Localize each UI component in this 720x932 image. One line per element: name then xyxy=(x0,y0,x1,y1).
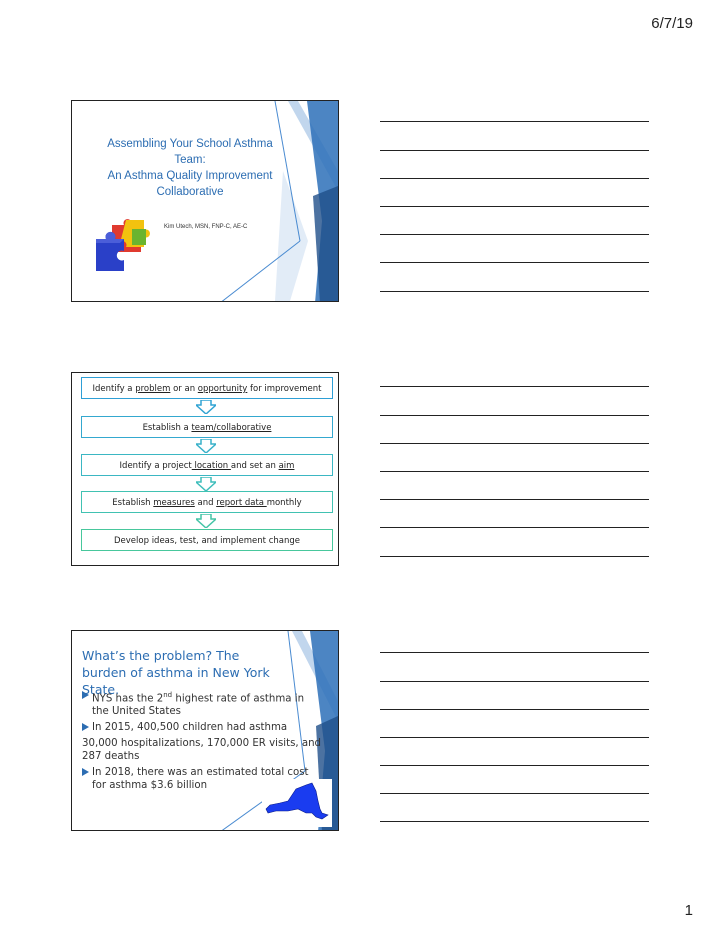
bullet-item: In 2015, 400,500 children had asthma xyxy=(82,721,322,734)
process-step: Establish measures and report data monthly xyxy=(81,491,333,513)
bullet-continuation: 30,000 hospitalizations, 170,000 ER visits, and 287 deaths xyxy=(82,738,322,763)
title-slide xyxy=(71,100,339,302)
bullet-item: In 2018, there was an estimated total cost for asthma $3.6 billion xyxy=(82,766,322,792)
chevron-down-arrow-icon xyxy=(196,439,216,453)
triangle-bullet-icon xyxy=(82,691,89,699)
process-step: Identify a problem or an opportunity for improvement xyxy=(81,377,333,399)
process-step: Develop ideas, test, and implement change xyxy=(81,529,333,551)
chevron-down-arrow-icon xyxy=(196,514,216,528)
slide-title: What’s the problem? The burden of asthma in New York State. xyxy=(82,648,270,697)
triangle-bullet-icon xyxy=(82,723,89,731)
page-date: 6/7/19 xyxy=(651,15,693,32)
title-line: Collaborative xyxy=(156,186,224,198)
page-number: 1 xyxy=(684,902,693,919)
puzzle-pieces-icon xyxy=(92,217,154,273)
process-step: Identify a project location and set an aim xyxy=(81,454,333,476)
burden-slide xyxy=(71,630,339,831)
title-line: Team: xyxy=(174,154,206,166)
bullet-item: NYS has the 2nd highest rate of asthma in the United States xyxy=(82,689,322,718)
slide-title xyxy=(92,136,288,200)
triangle-bullet-icon xyxy=(82,768,89,776)
new-york-state-map-icon xyxy=(262,779,332,827)
author-credit: Kim Utech, MSN, FNP-C, AE-C xyxy=(164,224,248,230)
title-line: An Asthma Quality Improvement xyxy=(107,170,273,182)
process-slide xyxy=(71,372,339,566)
title-line: Assembling Your School Asthma xyxy=(107,138,273,150)
chevron-down-arrow-icon xyxy=(196,400,216,414)
chevron-down-arrow-icon xyxy=(196,477,216,491)
process-step: Establish a team/collaborative xyxy=(81,416,333,438)
